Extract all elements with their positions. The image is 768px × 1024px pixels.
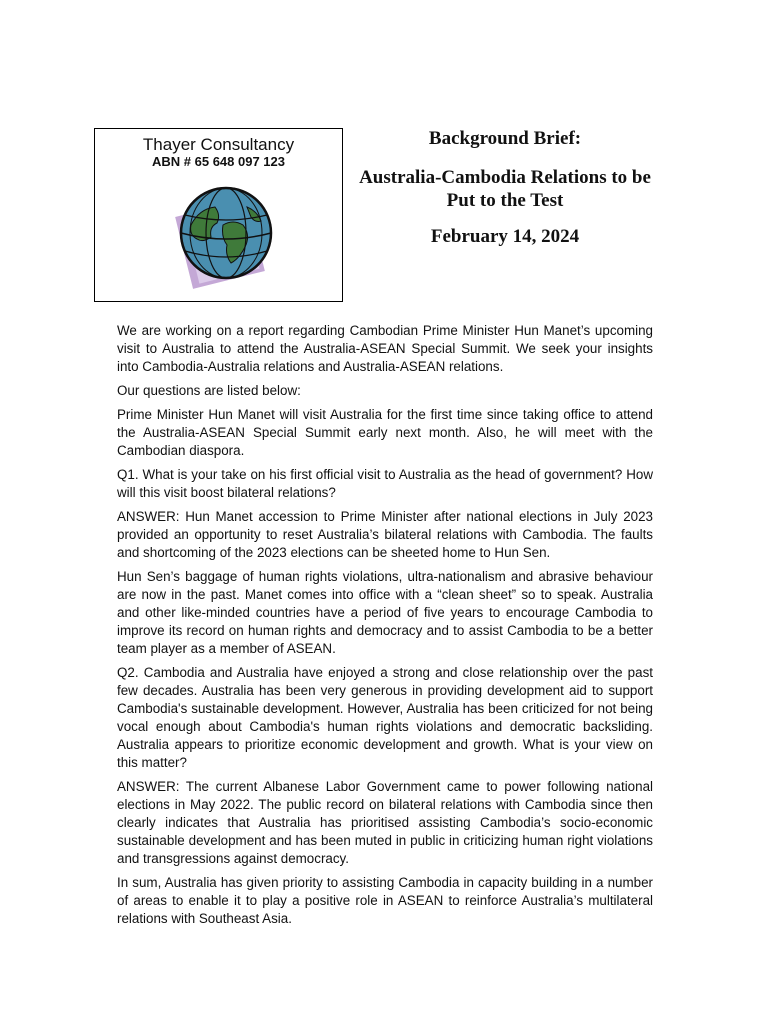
paragraph-answer-2: ANSWER: The current Albanese Labor Government came to power following national elections in May 2022. The public record on bilateral relations with Cambodia since then clearly indicates that Australia has prioritised assisting Cambodia’s socio-economic sustainable development and has been muted in public in criticizing human right violations and transgressions against democracy. (117, 779, 653, 866)
paragraph-answer-1-continued: Hun Sen’s baggage of human rights violations, ultra-nationalism and abrasive behaviour are now in the past. Manet comes into office with a “clean sheet” so to speak. Australia and other like-minded countries have a period of five years to encourage Cambodia to improve its record on human rights and democracy and to assist Cambodia to be a better team player as a member of ASEAN. (117, 569, 653, 656)
brief-label: Background Brief: (428, 128, 582, 149)
logo-box (94, 128, 343, 302)
paragraph-summary: In sum, Australia has given priority to assisting Cambodia in capacity building in a number of areas to enable it to play a positive role in ASEAN to reinforce Australia’s multilateral relations with Southeast Asia. (117, 875, 653, 926)
paragraph-questions-intro: Our questions are listed below: (117, 383, 301, 398)
logo-abn: ABN # 65 648 097 123 (152, 154, 285, 169)
paragraph-intro: We are working on a report regarding Cambodian Prime Minister Hun Manet’s upcoming visit to Australia to attend the Australia-ASEAN Special Summit. We seek your insights into Cambodia-Australia relations and Australia-ASEAN relations. (117, 323, 653, 374)
paragraph-question-1: Q1. What is your take on his first official visit to Australia as the head of government? How will this visit boost bilateral relations? (117, 467, 653, 500)
globe-icon (169, 185, 279, 295)
page-title: Australia-Cambodia Relations to be Put to the Test (359, 167, 651, 211)
paragraph-answer-1: ANSWER: Hun Manet accession to Prime Minister after national elections in July 2023 provided an opportunity to reset Australia’s bilateral relations with Cambodia. The faults and shortcoming of the 2023 elections can be sheeted home to Hun Sen. (117, 509, 653, 560)
brief-date: February 14, 2024 (430, 226, 580, 247)
logo-company-name: Thayer Consultancy (142, 135, 295, 154)
paragraph-context: Prime Minister Hun Manet will visit Australia for the first time since taking office to attend the Australia-ASEAN Special Summit early next month. Also, he will meet with the Cambodian diaspora. (117, 407, 653, 458)
document-body (117, 322, 653, 934)
paragraph-question-2: Q2. Cambodia and Australia have enjoyed a strong and close relationship over the past few decades. Australia has been very generous in providing development aid to support Cambodia's sustainable development. However, Australia has been criticized for not being vocal enough about Cambodia's human rights violations and democratic backsliding. Australia appears to prioritize economic development and growth. What is your view on this matter? (117, 665, 653, 770)
